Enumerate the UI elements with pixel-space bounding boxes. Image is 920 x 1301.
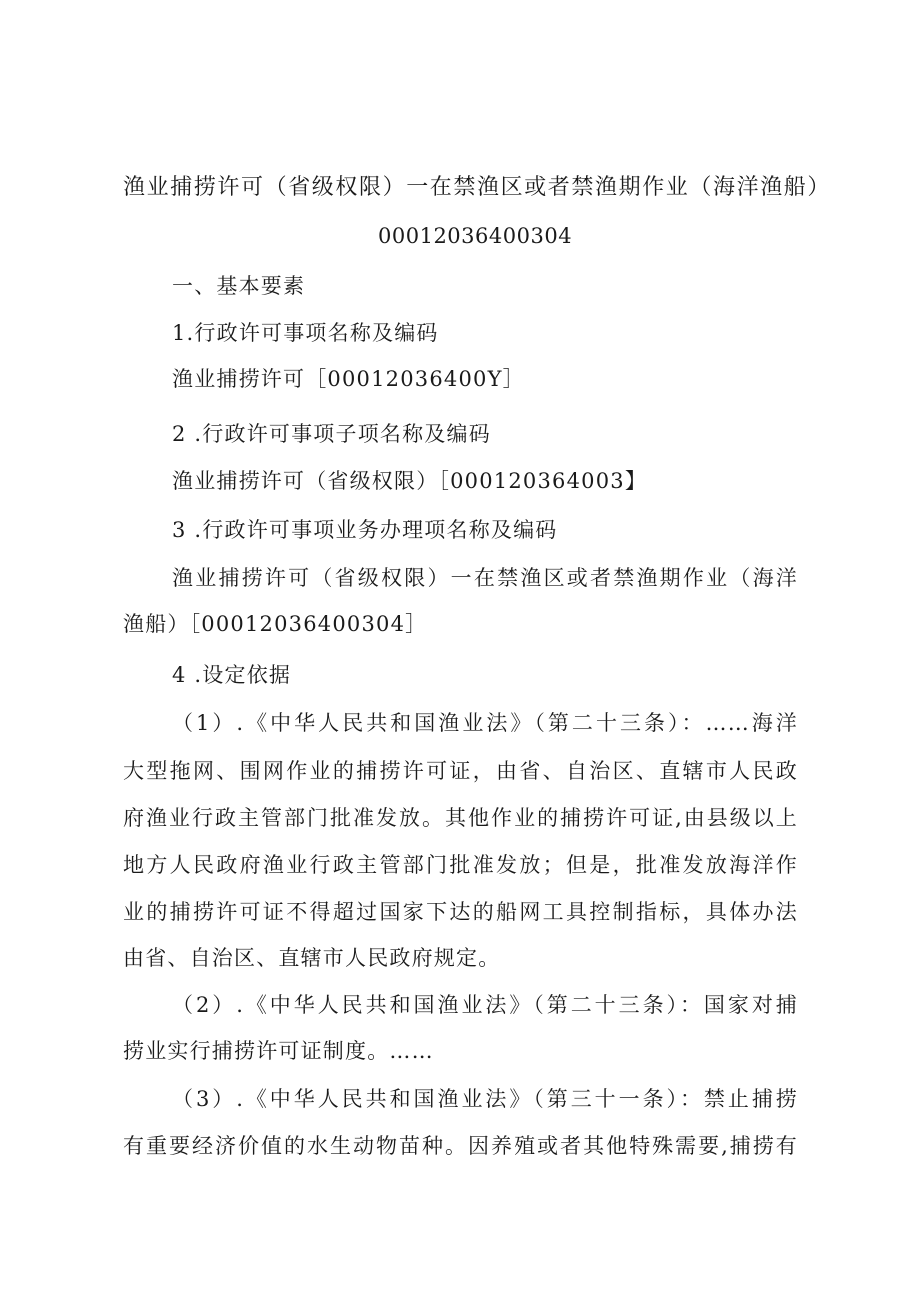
item3-label: 3 .行政许可事项业务办理项名称及编码 (172, 518, 558, 542)
item1-label: 1.行政许可事项名称及编码 (172, 321, 439, 345)
item3-value-line1: 渔业捕捞许可（省级权限）一在禁渔区或者禁渔期作业（海洋 (172, 566, 798, 590)
basis1-line: 地方人民政府渔业行政主管部门批准发放；但是，批准发放海洋作 (123, 853, 798, 877)
item4-label: 4 .设定依据 (172, 663, 292, 687)
document-title: 渔业捕捞许可（省级权限）一在禁渔区或者禁渔期作业（海洋渔船） (123, 175, 832, 200)
section-heading: 一、基本要素 (172, 274, 306, 298)
document-code: 00012036400304 (378, 224, 573, 248)
item1-value: 渔业捕捞许可［00012036400Y］ (172, 367, 525, 391)
basis3-line: 有重要经济价值的水生动物苗种。因养殖或者其他特殊需要,捕捞有 (123, 1134, 798, 1158)
item2-label: 2 .行政许可事项子项名称及编码 (172, 422, 491, 446)
basis1-line: （1）.《中华人民共和国渔业法》（第二十三条）：……海洋 (172, 711, 798, 735)
basis2-line: 捞业实行捕捞许可证制度。…… (123, 1039, 434, 1063)
basis1-line: 由省、自治区、直辖市人民政府规定。 (123, 946, 501, 970)
item2-value: 渔业捕捞许可（省级权限）［000120364003】 (172, 469, 648, 493)
basis3-line: （3）.《中华人民共和国渔业法》（第三十一条）：禁止捕捞 (172, 1087, 798, 1111)
basis1-line: 大型拖网、围网作业的捕捞许可证，由省、自治区、直辖市人民政 (123, 759, 798, 783)
basis2-line: （2）.《中华人民共和国渔业法》（第二十三条）：国家对捕 (172, 993, 798, 1017)
basis1-line: 业的捕捞许可证不得超过国家下达的船网工具控制指标，具体办法 (123, 900, 798, 924)
basis1-line: 府渔业行政主管部门批准发放。其他作业的捕捞许可证,由县级以上 (123, 806, 798, 830)
item3-value-line2: 渔船）［00012036400304］ (123, 612, 428, 636)
